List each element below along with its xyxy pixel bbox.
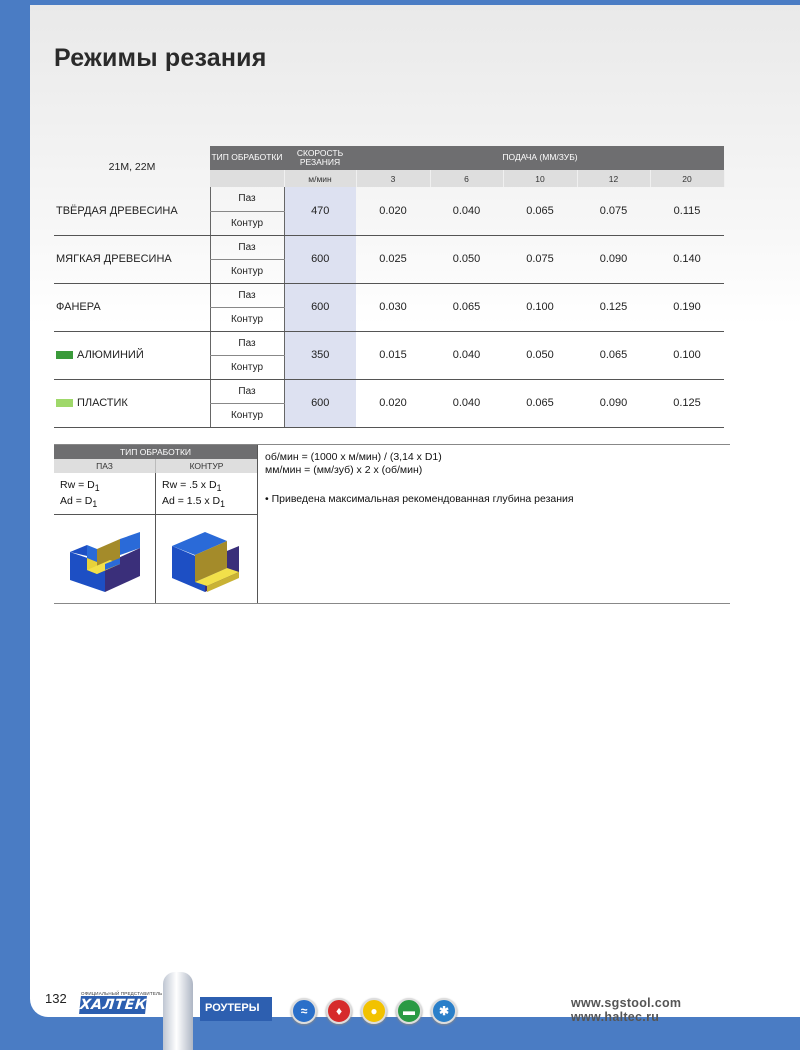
contour-ad: Ad = 1.5 x D <box>162 495 221 508</box>
feed-value: 0.100 <box>650 331 724 379</box>
feed-value: 0.065 <box>503 379 577 427</box>
website-link[interactable]: www.haltec.ru <box>571 1010 660 1024</box>
feed-value: 0.030 <box>356 283 430 331</box>
feed-value: 0.020 <box>356 379 430 427</box>
machining-type-header: ТИП ОБРАБОТКИ <box>54 445 257 459</box>
page-title: Режимы резания <box>54 44 267 72</box>
diameter-header: 12 <box>577 170 650 187</box>
wave-icon: ≈ <box>291 998 317 1024</box>
divider <box>257 445 258 603</box>
contour-illustration <box>156 515 257 603</box>
feed-value: 0.090 <box>577 235 650 283</box>
material-icons <box>291 998 457 1024</box>
cutting-speed: 600 <box>284 235 356 283</box>
operation-slot: Паз <box>210 187 284 211</box>
model-label: 21M, 22M <box>108 160 156 173</box>
material-label: ТВЁРДАЯ ДРЕВЕСИНА <box>54 187 210 235</box>
feed-value: 0.040 <box>430 187 503 235</box>
slot-illustration <box>54 515 156 603</box>
subscript: 1 <box>216 483 222 494</box>
website-links <box>571 996 681 1024</box>
subscript: 1 <box>92 499 98 510</box>
slot-ad: Ad = D <box>60 495 93 508</box>
feed-value: 0.090 <box>577 379 650 427</box>
diameter-header: 3 <box>356 170 430 187</box>
snowflake-icon: ✱ <box>431 998 457 1024</box>
section-underline <box>200 1019 272 1021</box>
operation-slot: Паз <box>210 331 284 355</box>
subheader-blank <box>210 170 284 187</box>
feed-value: 0.050 <box>430 235 503 283</box>
formula-row <box>54 473 257 514</box>
subscript: 1 <box>220 499 225 510</box>
feed-value: 0.190 <box>650 283 724 331</box>
feed-value: 0.025 <box>356 235 430 283</box>
notes-block <box>265 451 574 506</box>
feed-value: 0.040 <box>430 379 503 427</box>
divider <box>54 603 730 604</box>
header-speed: СКОРОСТЬ РЕЗАНИЯ <box>284 146 356 170</box>
subscript: 1 <box>94 483 100 494</box>
speed-unit: м/мин <box>284 170 356 187</box>
contour-rw: Rw = .5 x D <box>162 479 217 491</box>
slot-rw: Rw = D <box>60 479 95 491</box>
bulb-icon: ● <box>361 998 387 1024</box>
contour-column-header: КОНТУР <box>189 461 224 471</box>
material-color-swatch <box>56 351 73 359</box>
feed-value: 0.015 <box>356 331 430 379</box>
diameter-header: 10 <box>503 170 577 187</box>
cutting-speed: 350 <box>284 331 356 379</box>
feed-value: 0.100 <box>503 283 577 331</box>
cutting-speed: 470 <box>284 187 356 235</box>
feed-value: 0.020 <box>356 187 430 235</box>
cutting-speed: 600 <box>284 379 356 427</box>
feed-value: 0.065 <box>503 187 577 235</box>
material-color-swatch <box>56 399 73 407</box>
section-label: РОУТЕРЫ <box>200 997 272 1019</box>
feed-value: 0.075 <box>503 235 577 283</box>
page-number: 132 <box>45 991 67 1006</box>
operation-contour: Контур <box>210 355 284 379</box>
diameter-header: 6 <box>430 170 503 187</box>
table-row <box>54 379 724 403</box>
feed-value: 0.050 <box>503 331 577 379</box>
website-link[interactable]: www.sgstool.com <box>571 996 682 1010</box>
machining-type-table <box>54 445 257 603</box>
material-label: ФАНЕРА <box>54 283 210 331</box>
table-row <box>54 283 724 307</box>
feed-value: 0.125 <box>577 283 650 331</box>
material-label: МЯГКАЯ ДРЕВЕСИНА <box>54 235 210 283</box>
feed-value: 0.140 <box>650 235 724 283</box>
material-cell <box>54 379 210 427</box>
table-row <box>54 235 724 259</box>
operation-slot: Паз <box>210 283 284 307</box>
header-type: ТИП ОБРАБОТКИ <box>210 146 284 170</box>
table-row <box>54 187 724 211</box>
feed-value: 0.125 <box>650 379 724 427</box>
car-icon: ▬ <box>396 998 422 1024</box>
contour-formulas <box>156 473 257 514</box>
drop-icon: ♦ <box>326 998 352 1024</box>
feed-value: 0.065 <box>577 331 650 379</box>
logo-tagline: ОФИЦИАЛЬНЫЙ ПРЕДСТАВИТЕЛЬ <box>81 991 163 996</box>
diameter-header: 20 <box>650 170 724 187</box>
feed-value: 0.115 <box>650 187 724 235</box>
feed-value: 0.040 <box>430 331 503 379</box>
feed-value: 0.075 <box>577 187 650 235</box>
material-label: АЛЮМИНИЙ <box>77 349 144 361</box>
header-feed: ПОДАЧА (ММ/ЗУБ) <box>356 146 724 170</box>
formula-rpm: об/мин = (1000 x м/мин) / (3,14 x D1) <box>265 451 442 463</box>
operation-contour: Контур <box>210 307 284 331</box>
operation-contour: Контур <box>210 211 284 235</box>
machining-type-subheader <box>54 459 257 473</box>
formula-feed-rate: мм/мин = (мм/зуб) x 2 x (об/мин) <box>265 464 423 476</box>
material-label: ПЛАСТИК <box>77 397 128 409</box>
illustration-row <box>54 514 257 603</box>
feed-value: 0.065 <box>430 283 503 331</box>
slot-column-header: ПАЗ <box>54 459 156 473</box>
router-bit-icon <box>163 972 193 1050</box>
material-cell <box>54 331 210 379</box>
slot-formulas <box>54 473 156 514</box>
depth-note: • Приведена максимальная рекомендованная глубина резания <box>265 493 574 505</box>
operation-contour: Контур <box>210 403 284 427</box>
cutting-speed: 600 <box>284 283 356 331</box>
haltec-logo: ХАЛТЕК <box>79 997 148 1013</box>
operation-slot: Паз <box>210 235 284 259</box>
cutting-modes-table <box>54 146 725 428</box>
operation-slot: Паз <box>210 379 284 403</box>
operation-contour: Контур <box>210 259 284 283</box>
table-row <box>54 331 724 355</box>
